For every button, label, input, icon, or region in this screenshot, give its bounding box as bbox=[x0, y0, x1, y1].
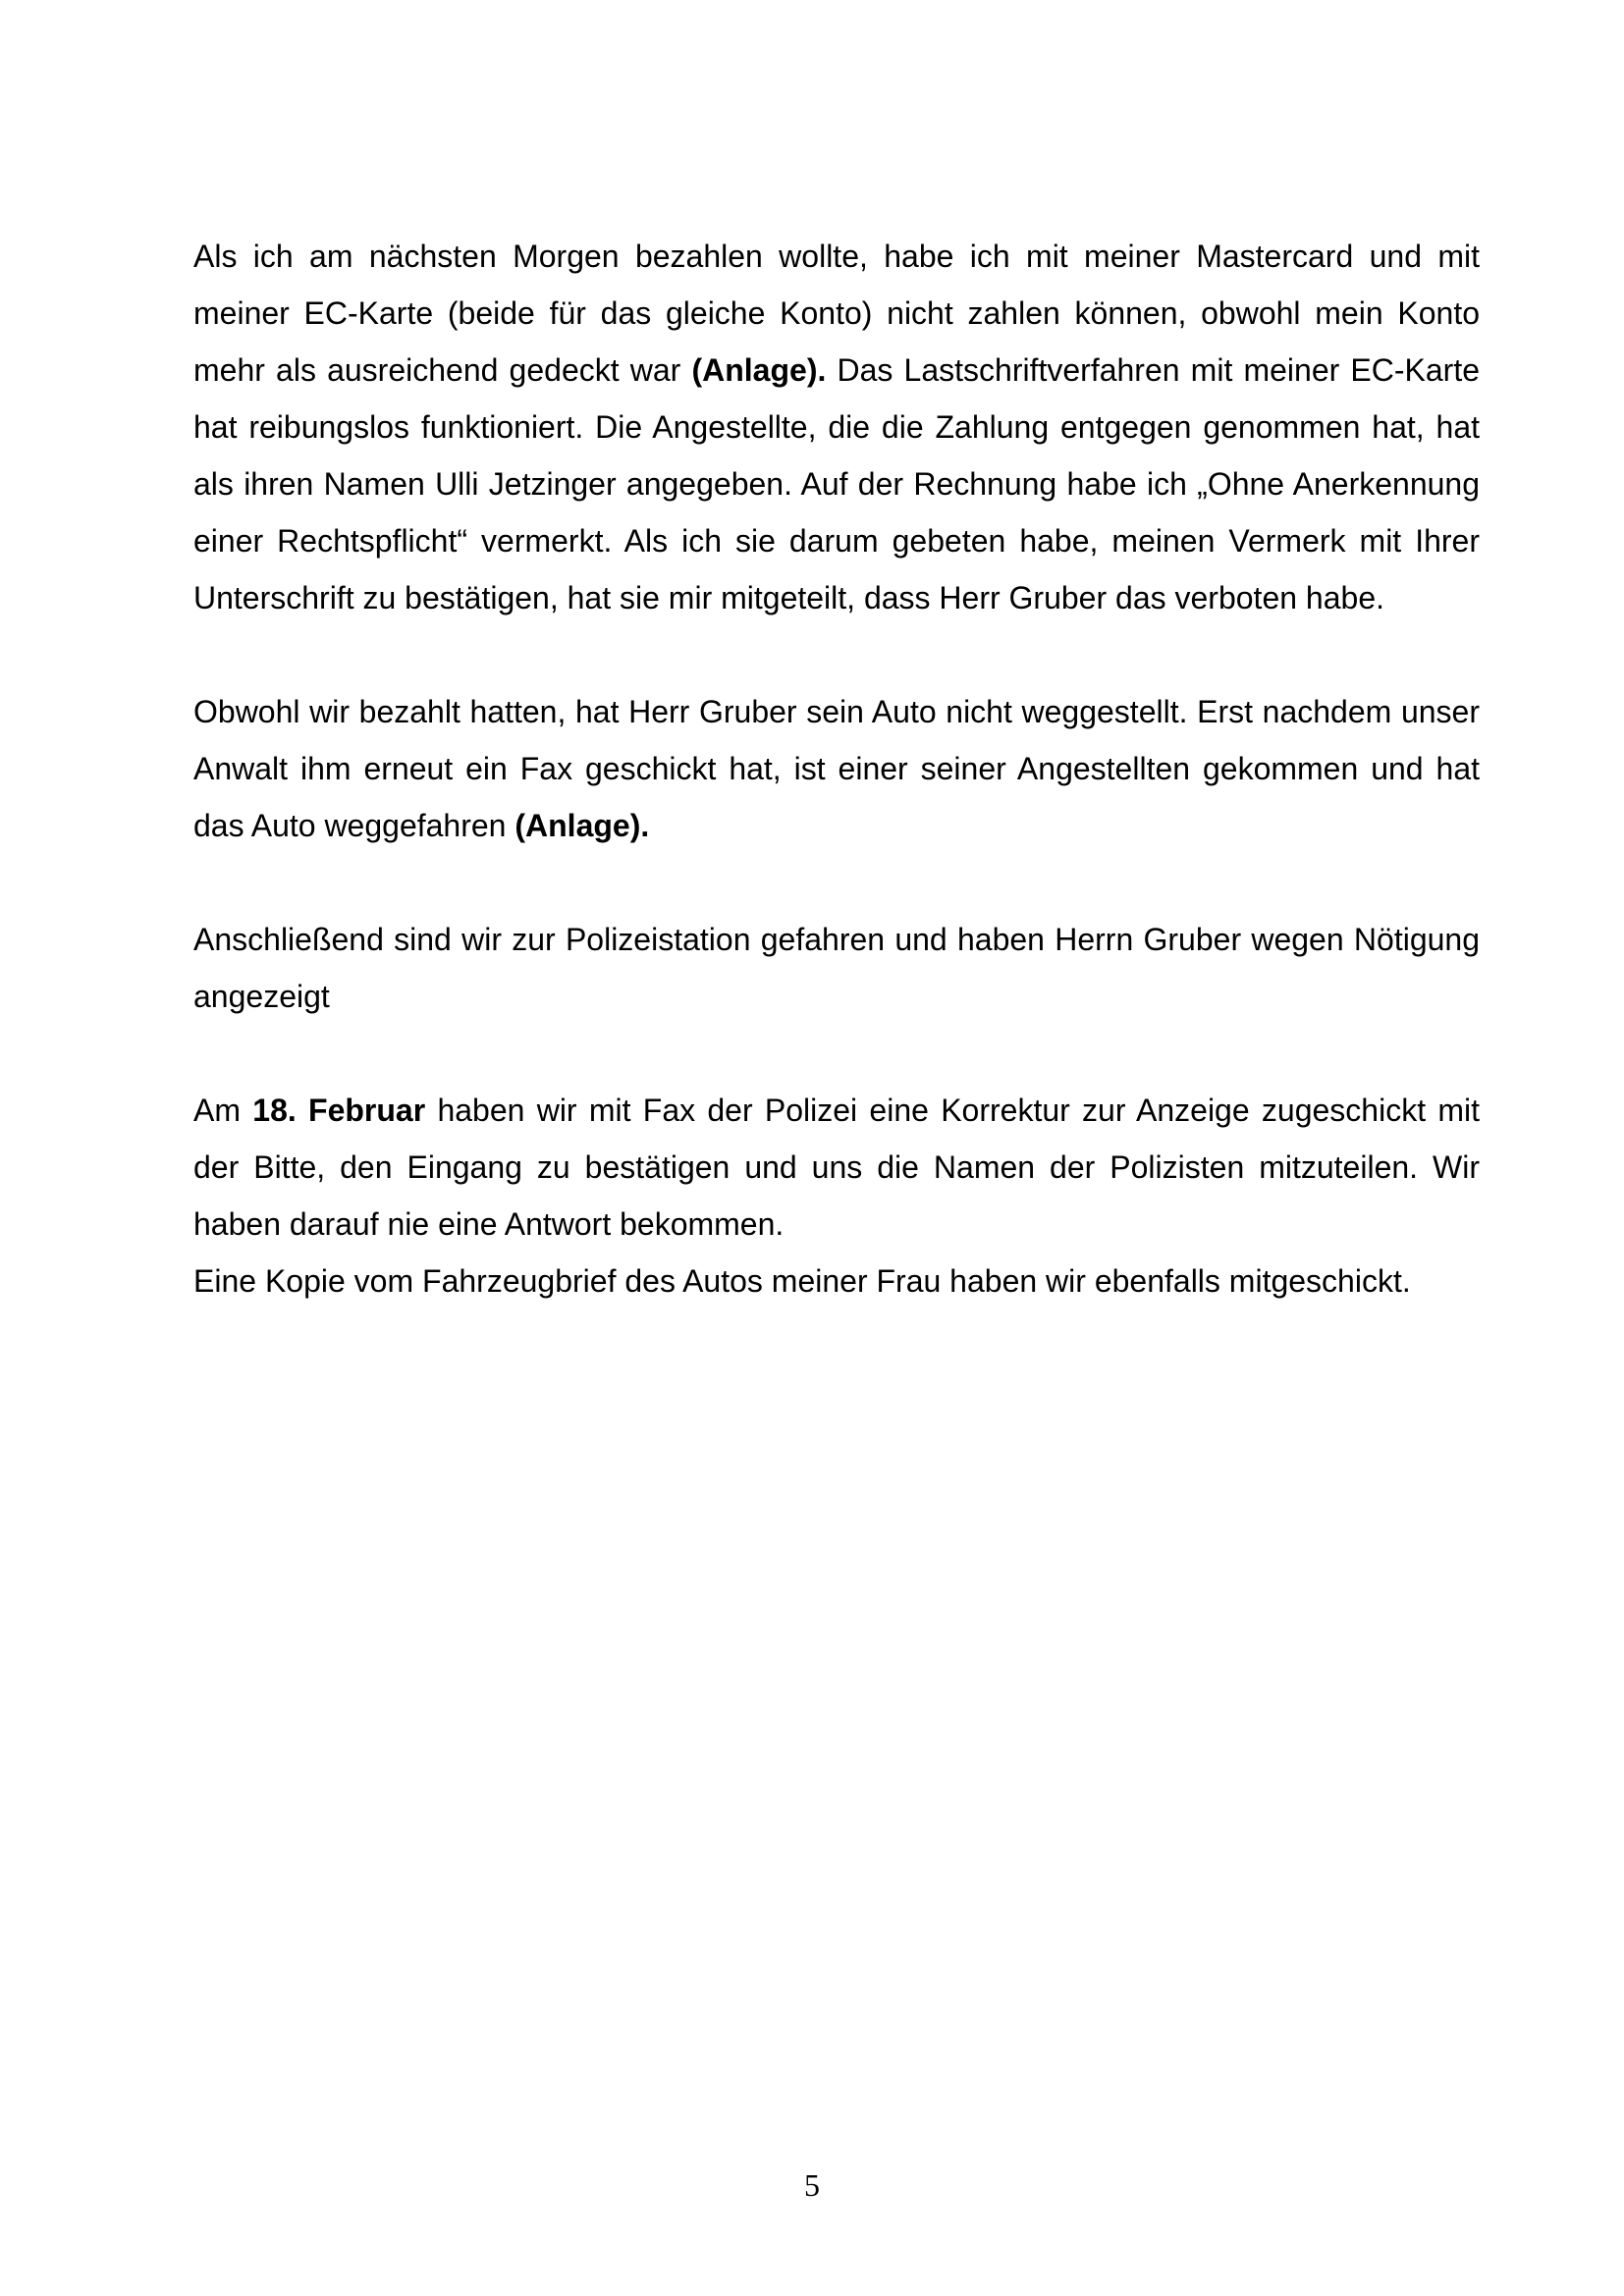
paragraph-text: Eine Kopie vom Fahrzeugbrief des Autos meiner Frau haben wir ebenfalls mitgeschickt. bbox=[193, 1263, 1411, 1299]
paragraph-payment bbox=[193, 228, 1480, 626]
paragraph-text: haben wir mit Fax der Polizei eine Korrektur zur Anzeige zugeschickt mit der Bitte, den Eingang zu bestätigen und uns die Namen der Polizisten mitzuteilen. Wir haben darauf nie eine Antwort bekommen. bbox=[193, 1093, 1481, 1242]
document-body bbox=[193, 228, 1480, 1309]
attachment-reference: (Anlage). bbox=[514, 808, 650, 843]
paragraph-text: Obwohl wir bezahlt hatten, hat Herr Gruber sein Auto nicht weggestellt. Erst nachdem unser Anwalt ihm erneut ein Fax geschickt hat, ist einer seiner Angestellten gekommen und hat das Auto weggefahren bbox=[193, 694, 1480, 843]
attachment-reference: (Anlage). bbox=[691, 352, 827, 388]
paragraph-text: Das Lastschriftverfahren mit meiner EC-Karte hat reibungslos funktioniert. Die Angestellte, die die Zahlung entgegen genommen hat, hat als ihren Namen Ulli Jetzinger angegeben. Auf der Rechnung habe ich „Ohne Anerkennung einer Rechtspflicht“ vermerkt. Als ich sie darum gebeten habe, meinen Vermerk mit Ihrer Unterschrift zu bestätigen, hat sie mir mitgeteilt, dass Herr Gruber das verboten habe. bbox=[193, 352, 1481, 615]
paragraph-car-removal bbox=[193, 683, 1480, 854]
paragraph-vehicle-registration bbox=[193, 1253, 1480, 1309]
paragraph-correction-fax bbox=[193, 1082, 1480, 1253]
paragraph-text: Als ich am nächsten Morgen bezahlen wollte, habe ich mit meiner Mastercard und mit meiner EC-Karte (beide für das gleiche Konto) nicht zahlen können, obwohl mein Konto mehr als ausreichend gedeckt war bbox=[193, 239, 1480, 388]
paragraph-text: Am bbox=[193, 1093, 253, 1128]
paragraph-police-report bbox=[193, 911, 1480, 1025]
date-emphasis: 18. Februar bbox=[252, 1093, 426, 1128]
page-number: 5 bbox=[804, 2167, 820, 2203]
paragraph-text: Anschließend sind wir zur Polizeistation gefahren und haben Herrn Gruber wegen Nötigung angezeigt bbox=[193, 922, 1480, 1014]
